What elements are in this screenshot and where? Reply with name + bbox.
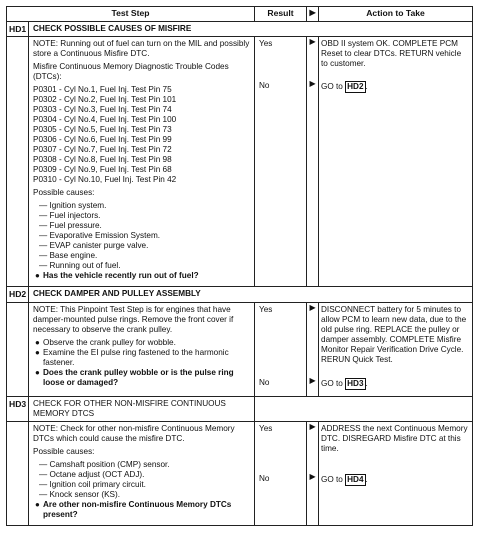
cause-item: — Ignition coil primary circuit. — [33, 480, 250, 490]
result-hd1 — [255, 37, 307, 287]
step-title-hd2: CHECK DAMPER AND PULLEY ASSEMBLY — [29, 287, 473, 302]
cause-item: — Knock sensor (KS). — [33, 490, 250, 500]
bullet-item: ● Observe the crank pulley for wobble. — [35, 337, 176, 347]
action-hd3 — [319, 421, 473, 525]
cause-item: — Running out of fuel. — [33, 261, 250, 271]
arrow-right-icon: ▶ — [309, 375, 316, 385]
result-yes-hd1: Yes — [259, 39, 273, 49]
step-title-hd3: CHECK FOR OTHER NON-MISFIRE CONTINUOUS MEMORY DTCS — [29, 396, 255, 421]
step-hd2-title-row — [7, 287, 473, 302]
dtc-item: P0303 - Cyl No.3, Fuel Inj. Test Pin 74 — [33, 105, 172, 115]
cause-item: — Base engine. — [33, 251, 250, 261]
result-yes-hd3: Yes — [259, 423, 273, 433]
result-yes-hd2: Yes — [259, 304, 273, 314]
header-arrow-icon: ▶ — [307, 7, 319, 22]
table-header-row — [7, 7, 473, 22]
cause-item: — Camshaft position (CMP) sensor. — [33, 460, 250, 470]
bullet-icon: ● — [35, 367, 40, 377]
result-no-hd2: No — [259, 377, 270, 387]
result-hd3 — [255, 421, 307, 525]
dtc-item: P0308 - Cyl No.8, Fuel Inj. Test Pin 98 — [33, 155, 172, 165]
action-hd2 — [319, 302, 473, 396]
step-body-hd2 — [29, 302, 255, 396]
cause-item: — Evaporative Emission System. — [33, 231, 250, 241]
action-hd1 — [319, 37, 473, 287]
step-body-hd1 — [29, 37, 255, 287]
arrow-right-icon: ▶ — [309, 79, 316, 89]
diagnostic-table-page — [6, 6, 472, 526]
note-hd2: NOTE: This Pinpoint Test Step is for engines that have damper-mounted pulse rings. Remove the front cover if necessary to observe the crank pulley. — [33, 304, 234, 334]
step-title-hd1: CHECK POSSIBLE CAUSES OF MISFIRE — [29, 22, 473, 37]
cause-item: — Fuel pressure. — [33, 221, 250, 231]
dtc-item: P0302 - Cyl No.2, Fuel Inj. Test Pin 101 — [33, 95, 177, 105]
question-hd3: ● Are other non-misfire Continuous Memory DTCs present? — [35, 499, 232, 519]
arrow-right-icon: ▶ — [309, 471, 316, 481]
causes-label-hd1: Possible causes: — [33, 188, 95, 198]
step-hd1-title-row — [7, 22, 473, 37]
step-id-hd2: HD2 — [7, 287, 29, 302]
arrow-right-icon: ▶ — [309, 421, 316, 431]
goto-hd3-link[interactable]: HD3 — [347, 378, 364, 388]
no-action-hd2: GO to HD3 . — [321, 378, 368, 388]
cause-item: — Fuel injectors. — [33, 211, 250, 221]
step-id-hd3: HD3 — [7, 396, 29, 421]
header-action: Action to Take — [319, 7, 473, 22]
dtc-intro-hd1: Misfire Continuous Memory Diagnostic Trouble Codes (DTCs): — [33, 62, 229, 82]
no-action-hd1: GO to HD2 . — [321, 82, 368, 92]
bullet-item: ● Examine the EI pulse ring fastened to the harmonic fastener. — [35, 347, 229, 367]
result-no-hd1: No — [259, 81, 270, 91]
result-no-hd3: No — [259, 473, 270, 483]
goto-hd2-link[interactable]: HD2 — [347, 82, 364, 92]
dtc-item: P0305 - Cyl No.5, Fuel Inj. Test Pin 73 — [33, 125, 172, 135]
step-hd3-body-row — [7, 421, 473, 525]
cause-item: — Octane adjust (OCT ADJ). — [33, 470, 250, 480]
dtc-item: P0309 - Cyl No.9, Fuel Inj. Test Pin 68 — [33, 165, 172, 175]
step-hd1-body-row — [7, 37, 473, 287]
step-id-hd1: HD1 — [7, 22, 29, 37]
causes-label-hd3: Possible causes: — [33, 446, 95, 456]
bullet-icon: ● — [35, 337, 40, 347]
yes-action-hd3: ADDRESS the next Continuous Memory DTC. DISREGARD Misfire DTC at this time. — [321, 423, 468, 453]
bullet-icon: ● — [35, 347, 40, 357]
dtc-item: P0310 - Cyl No.10, Fuel Inj. Test Pin 42 — [33, 175, 177, 185]
question-hd1: ● Has the vehicle recently run out of fuel? — [35, 271, 199, 281]
step-body-hd3 — [29, 421, 255, 525]
step-hd2-body-row — [7, 302, 473, 396]
pinpoint-test-table — [6, 6, 473, 526]
dtc-item: P0306 - Cyl No.6, Fuel Inj. Test Pin 99 — [33, 135, 172, 145]
no-action-hd3: GO to HD4 . — [321, 474, 368, 484]
step-hd3-title-row — [7, 396, 473, 421]
note-hd3: NOTE: Check for other non-misfire Continuous Memory DTCs which could cause the misfire DTC. — [33, 423, 235, 443]
dtc-item: P0307 - Cyl No.7, Fuel Inj. Test Pin 72 — [33, 145, 172, 155]
question-hd2: ● Does the crank pulley wobble or is the pulse ring loose or damaged? — [35, 367, 234, 387]
yes-action-hd2: DISCONNECT battery for 5 minutes to allow PCM to learn new data, due to the old pulse ring. REPLACE the pulley or damper assembly. COMPLETE Misfire Monitor Repair Verification Drive Cycle. RERUN Quick Test. — [321, 304, 467, 364]
arrow-right-icon: ▶ — [309, 302, 316, 312]
header-test-step: Test Step — [7, 7, 255, 22]
header-result: Result — [255, 7, 307, 22]
note-hd1: NOTE: Running out of fuel can turn on the MIL and possibly store a Continuous Misfire DTC. — [33, 39, 250, 59]
result-hd2 — [255, 302, 307, 396]
bullet-icon: ● — [35, 271, 40, 281]
cause-item: — EVAP canister purge valve. — [33, 241, 250, 251]
bullet-icon: ● — [35, 499, 40, 509]
goto-hd4-link[interactable]: HD4 — [347, 474, 364, 484]
cause-item: — Ignition system. — [33, 201, 250, 211]
arrow-right-icon: ▶ — [309, 37, 316, 47]
dtc-item: P0301 - Cyl No.1, Fuel Inj. Test Pin 75 — [33, 85, 172, 95]
dtc-item: P0304 - Cyl No.4, Fuel Inj. Test Pin 100 — [33, 115, 177, 125]
yes-action-hd1: OBD II system OK. COMPLETE PCM Reset to clear DTCs. RETURN vehicle to customer. — [321, 39, 462, 69]
